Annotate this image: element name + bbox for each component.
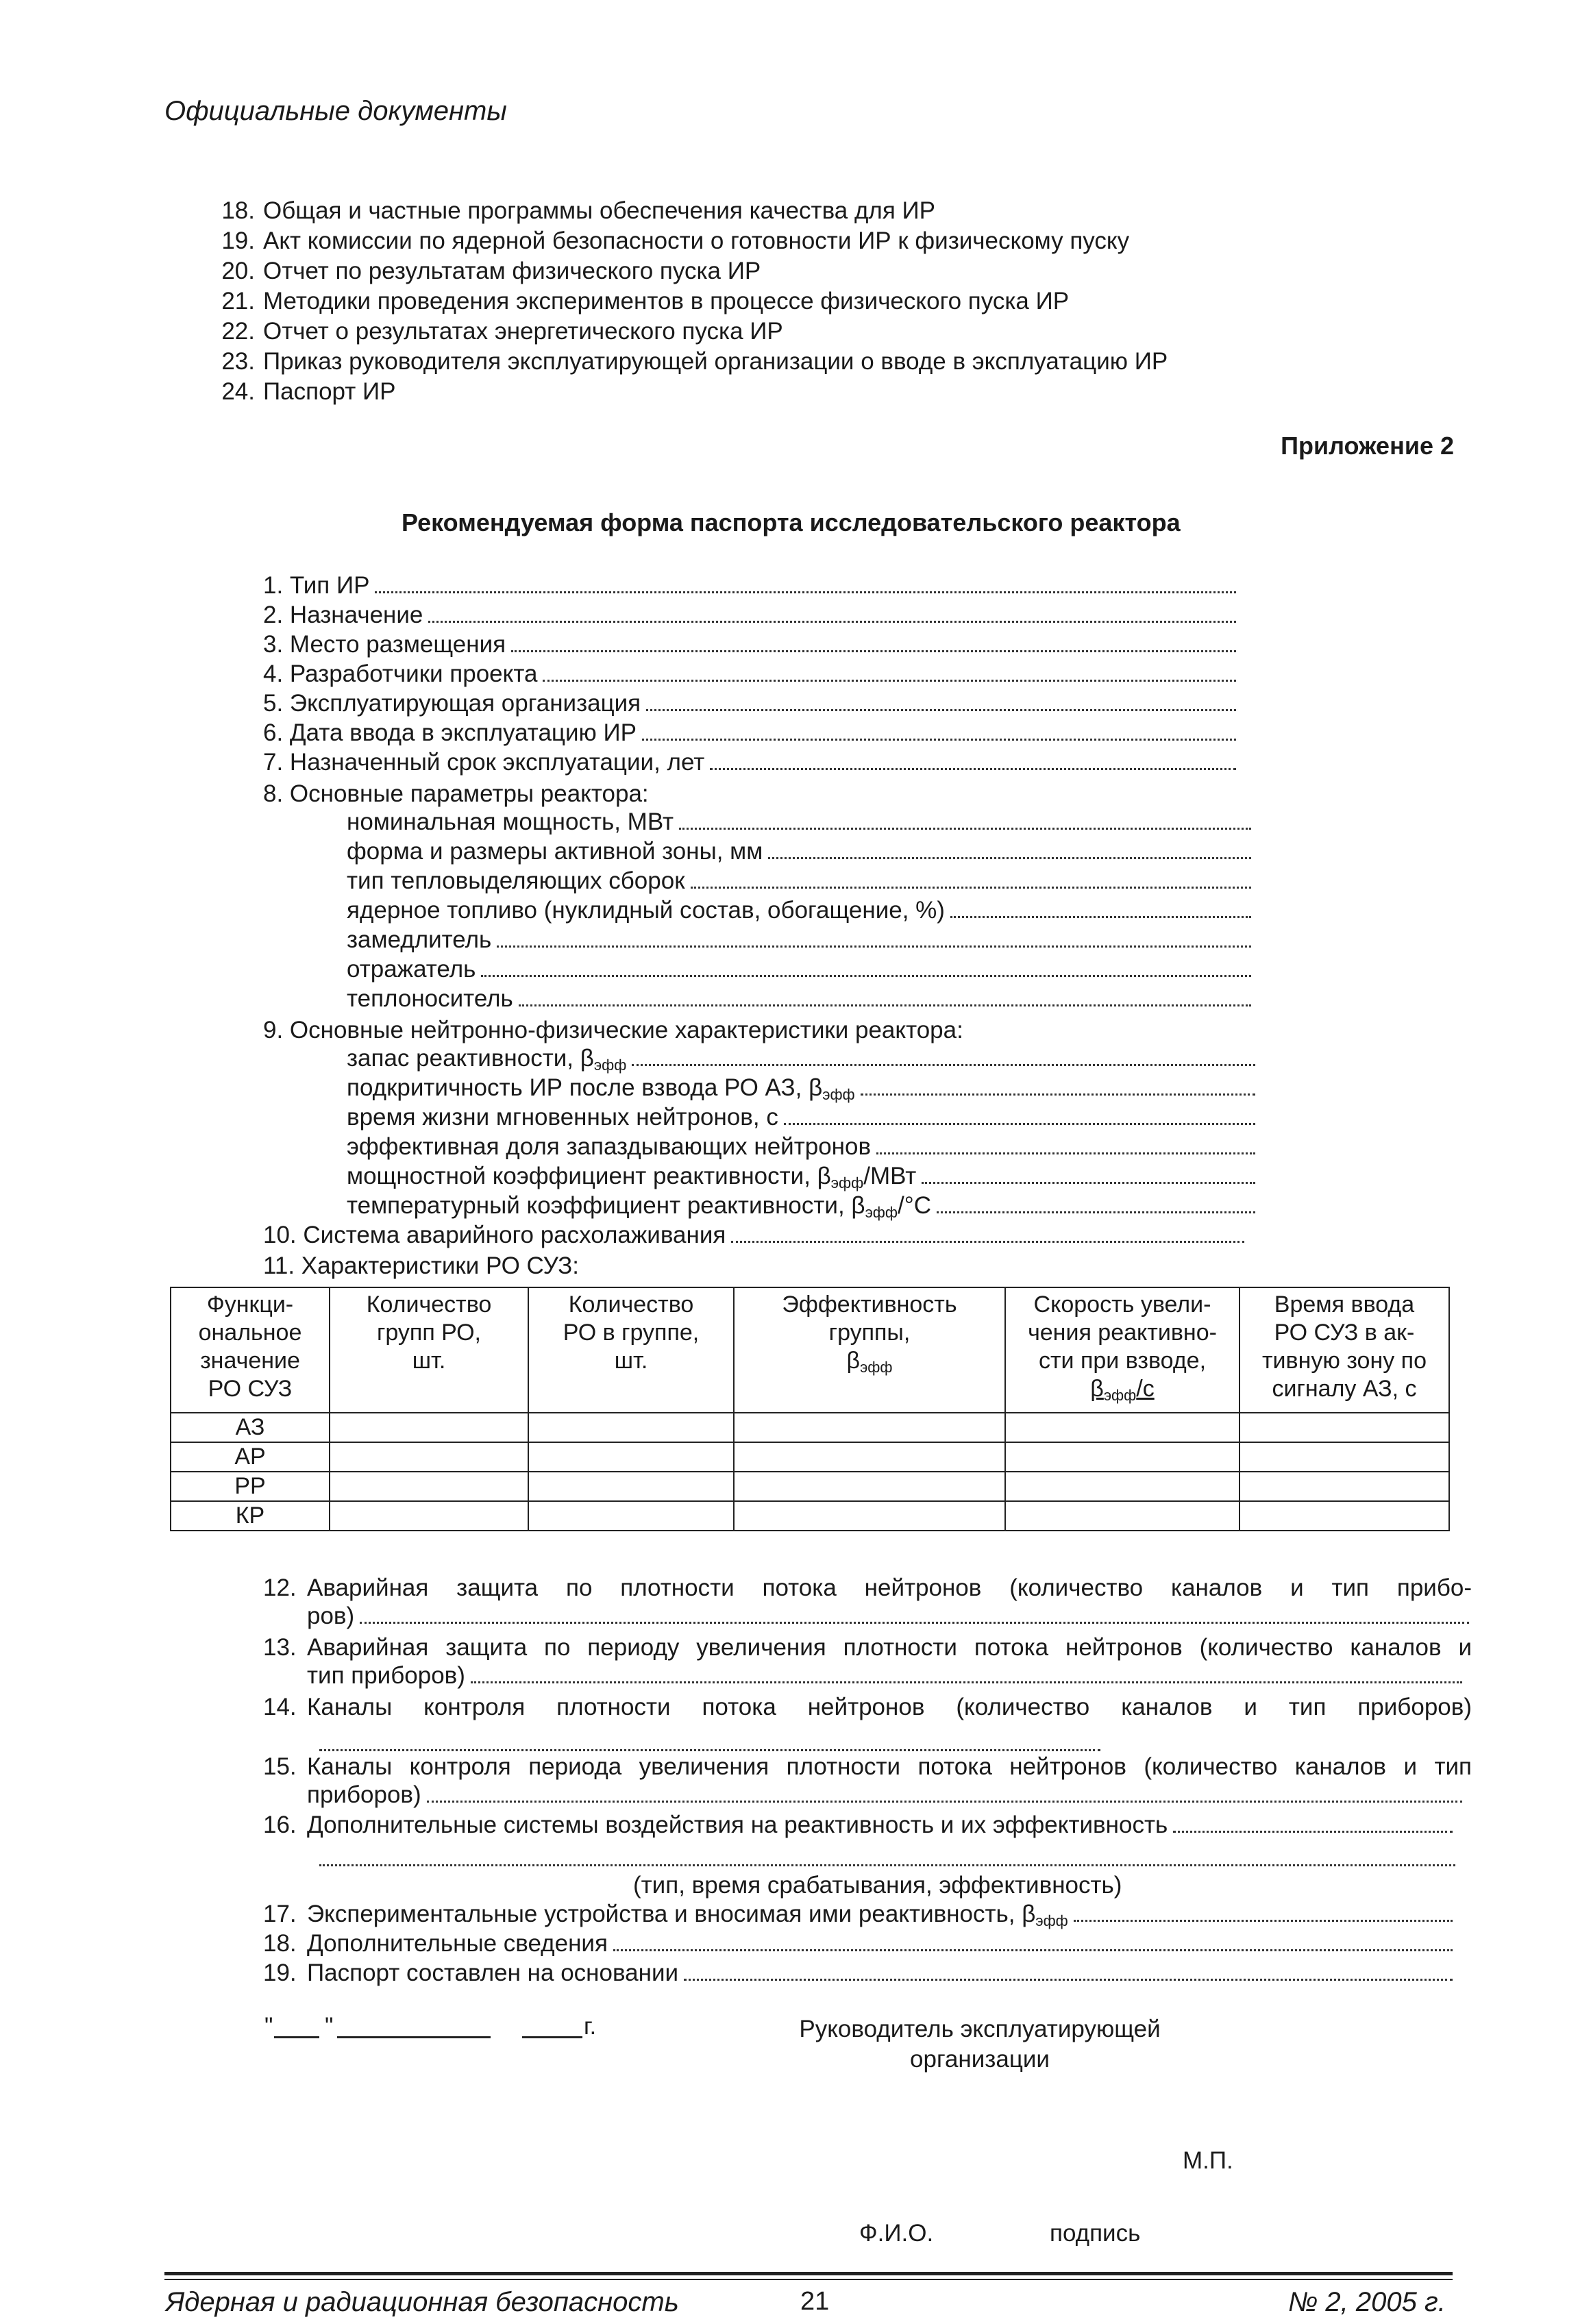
list-item <box>206 256 1168 286</box>
beta-unit: /с <box>1136 1376 1155 1402</box>
list-item-number: 20. <box>221 258 255 284</box>
prior-list <box>206 196 1168 407</box>
list-item <box>206 286 1168 317</box>
row-label: КР <box>171 1501 330 1531</box>
list-item-text: Паспорт ИР <box>263 378 396 405</box>
item16-note: (тип, время срабатывания, эффективность) <box>633 1872 1122 1899</box>
form-title: Рекомендуемая форма паспорта исследовательского реактора <box>402 508 1181 536</box>
date-quote-close: " <box>325 2013 334 2040</box>
param-unit: /МВт <box>863 1163 917 1189</box>
form-item-1-label: 1. Тип ИР <box>263 572 370 599</box>
reactor-param-7-label: теплоноситель <box>347 985 513 1012</box>
column-header-text: Эффективность группы, <box>782 1291 957 1346</box>
form-item-3-label: 3. Место размещения <box>263 631 506 658</box>
neutron-param-4-label <box>347 1133 871 1161</box>
item12 <box>263 1573 1472 1632</box>
item19-text: Паспорт составлен на основании <box>307 1960 679 1986</box>
dotted-fill <box>922 1181 1255 1184</box>
footer-journal: Ядерная и радиационная безопасность <box>166 2287 679 2317</box>
item15-text: Каналы контроля периода увеличения плотности потока нейтронов (количество каналов и тип <box>307 1753 1472 1780</box>
item14-text: Каналы контроля плотности потока нейтронов (количество каналов и тип приборов) <box>307 1694 1472 1720</box>
footer-rule-thin <box>164 2279 1453 2280</box>
column-header-text: Количество РО в группе, шт. <box>563 1291 700 1374</box>
beta-subscript: эфф <box>1103 1387 1137 1404</box>
item19-number: 19. <box>263 1960 297 1986</box>
footer-page-number: 21 <box>800 2287 830 2316</box>
dotted-fill <box>950 915 1251 918</box>
column-header <box>528 1287 734 1413</box>
reactor-param-7-field[interactable] <box>347 985 1254 1015</box>
signature-label: подпись <box>1050 2220 1141 2247</box>
param-unit: /°С <box>898 1192 931 1219</box>
row-label: АЗ <box>171 1413 330 1442</box>
column-header <box>734 1287 1005 1413</box>
form-item-4-field[interactable] <box>263 660 1239 690</box>
neutron-param-2-label <box>347 1074 855 1104</box>
reactor-param-4-field[interactable] <box>347 897 1254 926</box>
list-item-number: 24. <box>221 378 255 405</box>
reactor-param-5-field[interactable] <box>347 926 1254 956</box>
param-text: температурный коэффициент реактивности, β <box>347 1192 865 1219</box>
item18-text: Дополнительные сведения <box>307 1930 608 1957</box>
form-item-3-field[interactable] <box>263 631 1239 660</box>
table-cell[interactable] <box>734 1472 1005 1501</box>
dotted-fill <box>497 945 1251 948</box>
dotted-fill <box>511 650 1236 652</box>
head-signature-title <box>781 2014 1179 2075</box>
reactor-param-4-label: ядерное топливо (нуклидный состав, обогащение, %) <box>347 897 945 924</box>
item13 <box>263 1633 1472 1692</box>
item13-field[interactable] <box>307 1662 1465 1692</box>
date-day-blank[interactable] <box>274 2036 319 2038</box>
form-item-1-field[interactable] <box>263 572 1239 602</box>
reactor-param-5-label: замедлитель <box>347 926 492 953</box>
reactor-param-6-label: отражатель <box>347 956 476 982</box>
form-item-2-field[interactable] <box>263 602 1239 631</box>
dotted-fill <box>876 1152 1255 1154</box>
reactor-param-6-field[interactable] <box>347 956 1254 985</box>
list-item-number: 23. <box>221 348 255 375</box>
table-cell[interactable] <box>1005 1413 1240 1442</box>
item14 <box>263 1692 1472 1739</box>
reactor-param-2-field[interactable] <box>347 838 1254 867</box>
table-cell[interactable] <box>330 1501 528 1531</box>
dotted-fill <box>646 708 1236 711</box>
table-row <box>171 1472 1449 1501</box>
list-item-text: Методики проведения экспериментов в процессе физического пуска ИР <box>263 288 1070 314</box>
beta-subscript: эфф <box>860 1359 893 1376</box>
list-item-text: Отчет по результатам физического пуска ИР <box>263 258 761 284</box>
footer-issue: № 2, 2005 г. <box>1288 2287 1446 2317</box>
form-item-2-label: 2. Назначение <box>263 602 423 628</box>
param-text: мощностной коэффициент реактивности, β <box>347 1163 831 1189</box>
table-cell[interactable] <box>1005 1501 1240 1531</box>
column-header-text: Функци- ональное значение РО СУЗ <box>198 1291 302 1402</box>
dotted-fill <box>768 856 1251 859</box>
column-header-text: Количество групп РО, шт. <box>366 1291 492 1374</box>
table-cell[interactable] <box>528 1442 734 1472</box>
head-line2: организации <box>910 2046 1050 2073</box>
item12-continuation: ров) <box>307 1603 355 1629</box>
reactor-param-2-label: форма и размеры активной зоны, мм <box>347 838 763 865</box>
column-header-text: Скорость увели- чения реактивно- сти при взводе, <box>1028 1291 1217 1374</box>
table-cell[interactable] <box>330 1413 528 1442</box>
dotted-fill <box>861 1093 1255 1096</box>
dotted-fill <box>684 1978 1453 1981</box>
item12-field[interactable] <box>307 1603 1472 1632</box>
item17-field[interactable] <box>263 1901 1455 1930</box>
item15-continuation: приборов) <box>307 1781 421 1808</box>
beta-symbol <box>1009 1375 1236 1409</box>
item16-text: Дополнительные системы воздействия на реактивность и их эффективность <box>307 1812 1168 1838</box>
table-header-row <box>171 1287 1449 1413</box>
item11-title: 11. Характеристики РО СУЗ: <box>263 1252 579 1279</box>
form-item-6-field[interactable] <box>263 719 1239 749</box>
neutron-param-1-label <box>347 1045 626 1074</box>
item12-text: Аварийная защита по плотности потока нейтронов (количество каналов и тип прибо- <box>307 1574 1472 1601</box>
column-header <box>171 1287 330 1413</box>
table-row <box>171 1413 1449 1442</box>
reactor-param-3-label: тип тепловыделяющих сборок <box>347 867 685 894</box>
item10-field[interactable] <box>263 1222 1247 1251</box>
item14-number: 14. <box>263 1694 297 1720</box>
item13-number: 13. <box>263 1634 297 1661</box>
dotted-fill <box>642 738 1236 741</box>
list-item <box>206 377 1168 407</box>
dotted-fill <box>632 1063 1255 1066</box>
dotted-fill <box>428 620 1236 623</box>
list-item <box>206 347 1168 377</box>
table-cell[interactable] <box>528 1501 734 1531</box>
dotted-fill <box>519 1004 1251 1006</box>
form-item-6-label: 6. Дата ввода в эксплуатацию ИР <box>263 719 637 746</box>
form-item-7-field[interactable] <box>263 749 1239 778</box>
dotted-fill <box>481 974 1251 977</box>
running-header: Официальные документы <box>164 96 507 126</box>
item17-text <box>307 1901 1068 1930</box>
dotted-fill <box>471 1681 1462 1683</box>
neutron-param-6-field[interactable] <box>347 1192 1258 1222</box>
item16-number: 16. <box>263 1812 297 1838</box>
column-header <box>1005 1287 1240 1413</box>
item18-number: 18. <box>263 1930 297 1957</box>
dotted-fill <box>679 827 1251 830</box>
item8-title: 8. Основные параметры реактора: <box>263 780 649 807</box>
neutron-param-3-field[interactable] <box>347 1104 1258 1133</box>
list-item-number: 22. <box>221 318 255 345</box>
list-item-text: Акт комиссии по ядерной безопасности о готовности ИР к физическому пуску <box>263 227 1130 254</box>
table-cell[interactable] <box>330 1472 528 1501</box>
table-cell[interactable] <box>1240 1472 1449 1501</box>
param-text: запас реактивности, β <box>347 1045 594 1072</box>
neutron-param-5-label <box>347 1163 916 1192</box>
reactor-param-1-field[interactable] <box>347 808 1254 838</box>
list-item <box>206 317 1168 347</box>
beta-subscript: эфф <box>865 1204 898 1221</box>
table-cell[interactable] <box>734 1413 1005 1442</box>
neutron-param-3-label <box>347 1104 778 1131</box>
dotted-fill <box>731 1240 1244 1243</box>
form-item-5-label: 5. Эксплуатирующая организация <box>263 690 641 717</box>
table-cell[interactable] <box>1240 1442 1449 1472</box>
list-item-number: 18. <box>221 197 255 224</box>
item16-field[interactable] <box>263 1812 1455 1841</box>
reactor-param-3-field[interactable] <box>347 867 1254 897</box>
neutron-param-1-field[interactable] <box>347 1045 1258 1074</box>
appendix-label: Приложение 2 <box>1281 432 1454 460</box>
table-row <box>171 1501 1449 1531</box>
list-item-number: 21. <box>221 288 255 314</box>
item15-number: 15. <box>263 1753 297 1780</box>
list-item-text: Общая и частные программы обеспечения качества для ИР <box>263 197 935 224</box>
head-line1: Руководитель эксплуатирующей <box>799 2016 1161 2042</box>
item17-number: 17. <box>263 1901 297 1927</box>
table-cell[interactable] <box>528 1472 734 1501</box>
list-item-number: 19. <box>221 227 255 254</box>
list-item <box>206 226 1168 256</box>
dotted-fill <box>710 767 1236 770</box>
item17-label: Экспериментальные устройства и вносимая ими реактивность, β <box>307 1901 1036 1927</box>
dotted-fill <box>360 1621 1469 1624</box>
beta-subscript: эфф <box>1035 1912 1068 1929</box>
dotted-fill <box>937 1211 1255 1213</box>
ro-suz-table <box>170 1287 1450 1531</box>
item18-field[interactable] <box>263 1930 1455 1960</box>
item16 <box>263 1812 1472 1899</box>
table-row <box>171 1442 1449 1472</box>
footer-rule-thick <box>164 2272 1453 2275</box>
table-cell[interactable] <box>330 1442 528 1472</box>
item13-continuation: тип приборов) <box>307 1662 465 1689</box>
dotted-fill <box>613 1949 1453 1951</box>
date-line[interactable] <box>264 2013 628 2043</box>
dotted-fill <box>375 591 1236 593</box>
table-cell[interactable] <box>734 1501 1005 1531</box>
dotted-fill <box>1173 1830 1453 1833</box>
item16-field-line2[interactable] <box>319 1851 1455 1866</box>
form-item-7-label: 7. Назначенный срок эксплуатации, лет <box>263 749 705 776</box>
item13-text: Аварийная защита по периоду увеличения плотности потока нейтронов (количество каналов и <box>307 1634 1472 1661</box>
neutron-param-6-label <box>347 1192 931 1222</box>
date-month-blank[interactable] <box>337 2036 491 2038</box>
beta-subscript: эфф <box>822 1086 855 1103</box>
date-year-suffix: г. <box>584 2013 597 2040</box>
neutron-param-2-field[interactable] <box>347 1074 1258 1104</box>
table-cell[interactable] <box>1240 1501 1449 1531</box>
table-cell[interactable] <box>734 1442 1005 1472</box>
column-header <box>330 1287 528 1413</box>
beta-subscript: эфф <box>830 1174 864 1191</box>
item12-number: 12. <box>263 1574 297 1601</box>
row-label: АР <box>171 1442 330 1472</box>
neutron-param-4-field[interactable] <box>347 1133 1258 1163</box>
date-year-blank[interactable] <box>522 2036 582 2038</box>
form-item-5-field[interactable] <box>263 690 1239 719</box>
fio-label: Ф.И.О. <box>859 2220 934 2247</box>
table-cell[interactable] <box>1005 1472 1240 1501</box>
beta-letter: β <box>846 1348 861 1374</box>
row-label: РР <box>171 1472 330 1501</box>
item15 <box>263 1752 1472 1811</box>
item19-field[interactable] <box>263 1960 1455 1989</box>
neutron-param-5-field[interactable] <box>347 1163 1258 1192</box>
beta-subscript: эфф <box>593 1056 627 1074</box>
list-item-text: Приказ руководителя эксплуатирующей организации о вводе в эксплуатацию ИР <box>263 348 1168 375</box>
dotted-fill <box>427 1800 1462 1803</box>
beta-letter: β <box>1090 1376 1104 1402</box>
param-text: подкритичность ИР после взвода РО АЗ, β <box>347 1074 823 1101</box>
beta-symbol <box>737 1347 1002 1381</box>
item14-field[interactable] <box>319 1734 1100 1751</box>
dotted-fill <box>1074 1919 1453 1922</box>
form-item-4-label: 4. Разработчики проекта <box>263 660 538 687</box>
item15-field[interactable] <box>307 1781 1465 1811</box>
table-cell[interactable] <box>1005 1442 1240 1472</box>
column-header <box>1240 1287 1449 1413</box>
list-item <box>206 196 1168 226</box>
column-header-text: Время ввода РО СУЗ в ак- тивную зону по сигналу АЗ, с <box>1261 1291 1427 1402</box>
list-item-text: Отчет о результатах энергетического пуска ИР <box>263 318 783 345</box>
dotted-fill <box>784 1122 1255 1125</box>
stamp-label: М.П. <box>1183 2147 1233 2174</box>
param-text: эффективная доля запаздывающих нейтронов <box>347 1133 872 1160</box>
table-cell[interactable] <box>1240 1413 1449 1442</box>
dotted-fill <box>543 679 1236 682</box>
date-quote-open: " <box>264 2013 273 2040</box>
table-cell[interactable] <box>528 1413 734 1442</box>
item10-label: 10. Система аварийного расхолаживания <box>263 1222 726 1248</box>
dotted-fill <box>691 886 1251 889</box>
item9-title: 9. Основные нейтронно-физические характеристики реактора: <box>263 1017 963 1043</box>
param-text: время жизни мгновенных нейтронов, с <box>347 1104 778 1130</box>
reactor-param-1-label: номинальная мощность, МВт <box>347 808 674 835</box>
